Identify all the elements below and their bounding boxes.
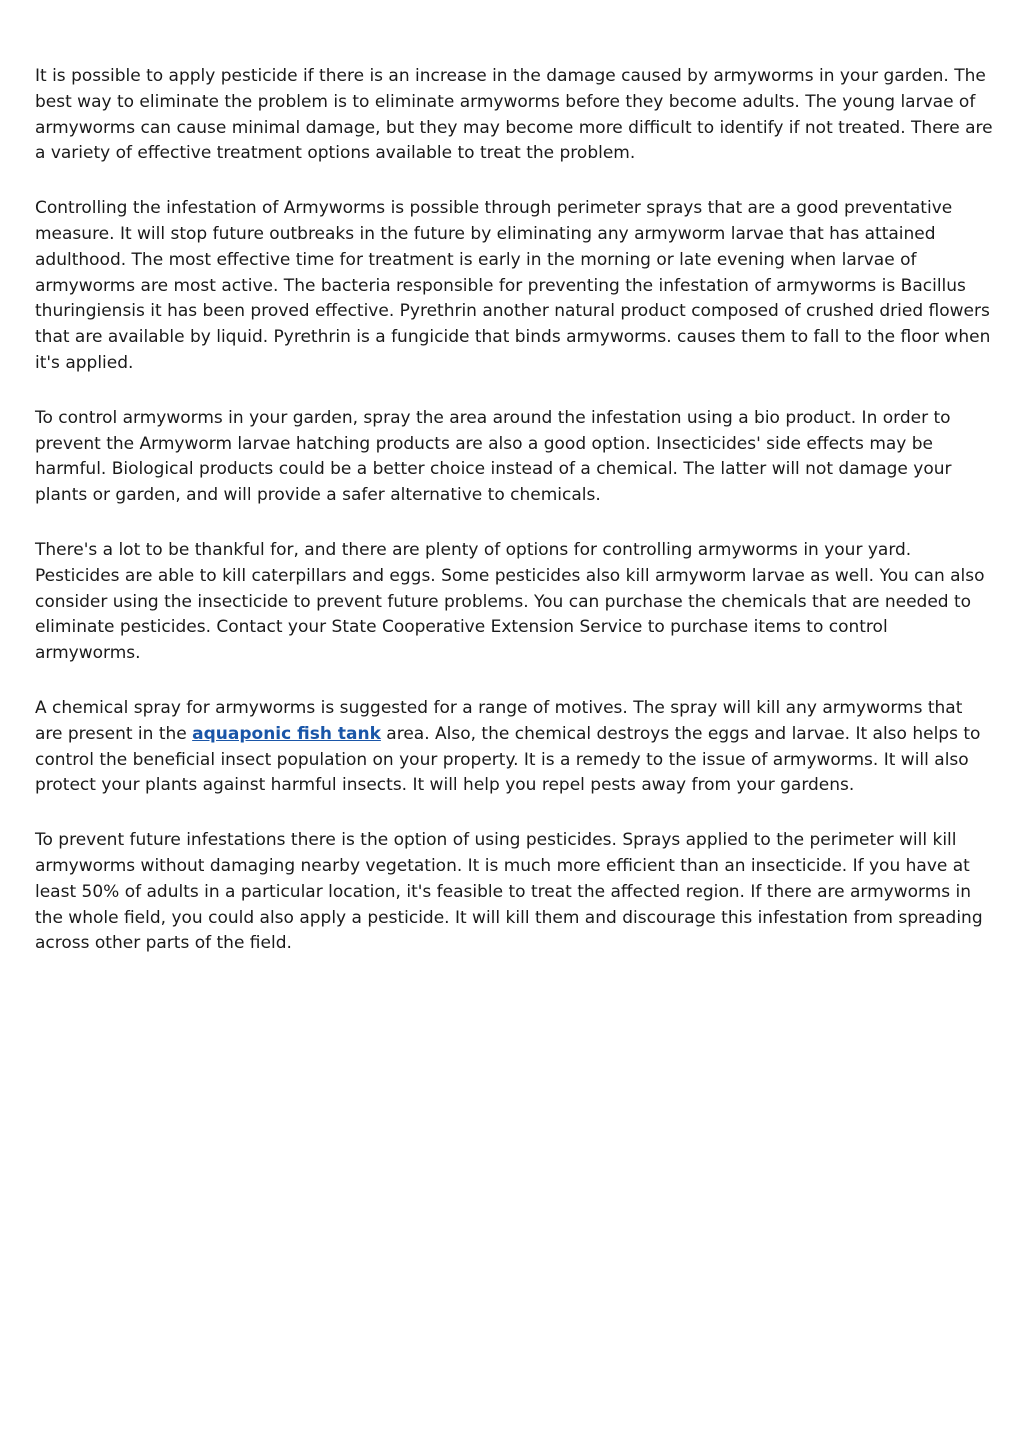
paragraph-3: To control armyworms in your garden, spray the area around the infestation using a bio product. In order to prevent the Armyworm larvae hatching products are also a good option. Insecticides' side effects may be harmful. Biological products could be a better choice instead of a chemical. The latter will not damage your plants or garden, and will provide a safer alternative to chemicals. [35, 407, 952, 506]
paragraph-5-text-before: A chemical spray for armyworms is suggested for a range of motives. The spray will kill any armyworms that are present in the [35, 697, 963, 744]
paragraph-4: There's a lot to be thankful for, and there are plenty of options for controlling armyworms in your yard. Pesticides are able to kill caterpillars and eggs. Some pesticides also kill armyworm larvae as well. You can also consider using the insecticide to prevent future problems. You can purchase the chemicals that are needed to eliminate pesticides. Contact your State Cooperative Extension Service to purchase items to control armyworms. [35, 539, 985, 664]
paragraph-5-text-after: area. Also, the chemical destroys the eggs and larvae. It also helps to control the beneficial insect population on your property. It is a remedy to the issue of armyworms. It will also protect your plants against harmful insects. It will help you repel pests away from your gardens. [35, 723, 981, 796]
paragraph-5 [35, 696, 995, 799]
paragraph-1: It is possible to apply pesticide if there is an increase in the damage caused by armyworms in your garden. The best way to eliminate the problem is to eliminate armyworms before they become adults. The young larvae of armyworms can cause minimal damage, but they may become more difficult to identify if not treated. There are a variety of effective treatment options available to treat the problem. [35, 66, 993, 164]
document-body [35, 64, 995, 986]
paragraph-2: Controlling the infestation of Armyworms is possible through perimeter sprays that are a good preventative measure. It will stop future outbreaks in the future by eliminating any armyworm larvae that has attained adulthood. The most effective time for treatment is early in the morning or late evening when larvae of armyworms are most active. The bacteria responsible for preventing the infestation of armyworms is Bacillus thuringiensis it has been proved effective. Pyrethrin another natural product composed of crushed dried flowers that are available by liquid. Pyrethrin is a fungicide that binds armyworms. causes them to fall to the floor when it's applied. [35, 198, 991, 373]
paragraph-6: To prevent future infestations there is the option of using pesticides. Sprays applied to the perimeter will kill armyworms without damaging nearby vegetation. It is much more efficient than an insecticide. If you have at least 50% of adults in a particular location, it's feasible to treat the affected region. If there are armyworms in the whole field, you could also apply a pesticide. It will kill them and discourage this infestation from spreading across other parts of the field. [35, 830, 983, 954]
aquaponic-fish-tank-link[interactable]: aquaponic fish tank [192, 723, 381, 744]
